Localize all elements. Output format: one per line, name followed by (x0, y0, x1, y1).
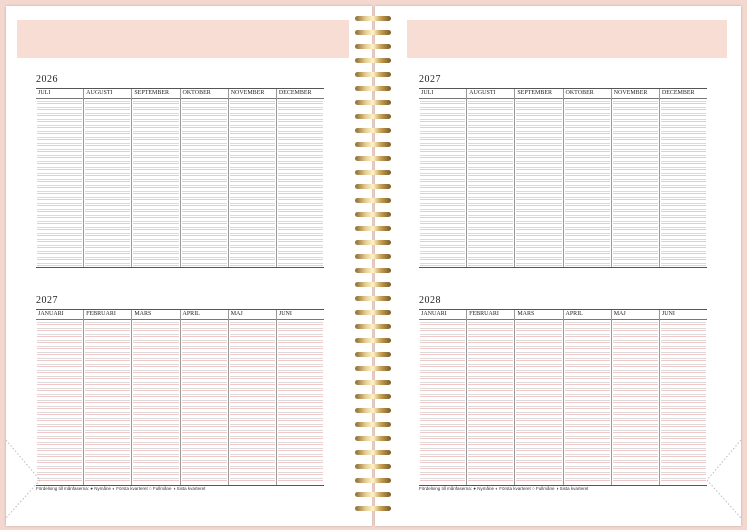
spiral-ring (355, 282, 391, 287)
month-column (229, 89, 277, 267)
spiral-ring (355, 212, 391, 217)
spiral-ring (355, 226, 391, 231)
month-name: APRIL (564, 310, 611, 320)
month-column (467, 310, 515, 485)
spiral-ring (355, 240, 391, 245)
month-column (277, 310, 324, 485)
spiral-ring (355, 436, 391, 441)
spiral-ring (355, 296, 391, 301)
month-column (419, 89, 467, 267)
month-column (277, 89, 324, 267)
left-top-year: 2026 (36, 74, 58, 85)
month-column (467, 89, 515, 267)
spiral-ring (355, 44, 391, 49)
month-name: NOVEMBER (612, 89, 659, 99)
month-name: SEPTEMBER (132, 89, 179, 99)
month-name: DECEMBER (660, 89, 707, 99)
spiral-ring (355, 16, 391, 21)
spiral-ring (355, 268, 391, 273)
spiral-ring (355, 324, 391, 329)
spiral-ring (355, 170, 391, 175)
spiral-ring (355, 380, 391, 385)
month-name: MARS (132, 310, 179, 320)
month-column (229, 310, 277, 485)
left-top-calendar (36, 88, 324, 268)
spiral-ring (355, 254, 391, 259)
right-top-year: 2027 (419, 74, 441, 85)
spiral-ring (355, 492, 391, 497)
spiral-ring (355, 128, 391, 133)
month-name: OKTOBER (564, 89, 611, 99)
right-bottom-year: 2028 (419, 295, 441, 306)
left-page (6, 6, 372, 526)
month-name: APRIL (181, 310, 228, 320)
spiral-ring (355, 100, 391, 105)
left-header-box (17, 20, 349, 58)
month-column (132, 89, 180, 267)
perforation-dots-right (701, 440, 741, 520)
month-column (564, 310, 612, 485)
spiral-ring (355, 72, 391, 77)
month-name: MARS (515, 310, 562, 320)
month-name: NOVEMBER (229, 89, 276, 99)
left-bottom-calendar (36, 309, 324, 486)
month-name: JUNI (660, 310, 707, 320)
moon-phase-legend: Fördelning till månfaserna: ● Nymåne ◐ Första kvarteret ○ Fullmåne ◑ Sista kvarteret (36, 486, 206, 491)
spiral-ring (355, 450, 391, 455)
spiral-ring (355, 394, 391, 399)
spiral-ring (355, 352, 391, 357)
month-column (181, 89, 229, 267)
spiral-ring (355, 58, 391, 63)
right-header-box (407, 20, 727, 58)
month-column (515, 89, 563, 267)
spiral-ring (355, 366, 391, 371)
month-column (36, 89, 84, 267)
month-name: JANUARI (36, 310, 83, 320)
month-column (181, 310, 229, 485)
month-column (515, 310, 563, 485)
spiral-ring (355, 114, 391, 119)
month-column (612, 89, 660, 267)
month-name: JUNI (277, 310, 324, 320)
month-name: AUGUSTI (84, 89, 131, 99)
month-name: DECEMBER (277, 89, 324, 99)
spiral-ring (355, 156, 391, 161)
spiral-ring (355, 86, 391, 91)
spiral-ring (355, 338, 391, 343)
spiral-ring (355, 198, 391, 203)
month-name: FEBRUARI (84, 310, 131, 320)
month-column (660, 310, 707, 485)
month-column (132, 310, 180, 485)
month-column (612, 310, 660, 485)
spiral-ring (355, 478, 391, 483)
spiral-ring (355, 464, 391, 469)
month-name: JANUARI (419, 310, 466, 320)
month-name: MAJ (229, 310, 276, 320)
month-name: SEPTEMBER (515, 89, 562, 99)
month-column (564, 89, 612, 267)
moon-phase-legend: Fördelning till månfaserna: ● Nymåne ◐ Första kvarteret ○ Fullmåne ◑ Sista kvarteret (419, 486, 589, 491)
month-name: MAJ (612, 310, 659, 320)
month-column (84, 310, 132, 485)
right-bottom-calendar (419, 309, 707, 486)
left-bottom-year: 2027 (36, 295, 58, 306)
spiral-ring (355, 506, 391, 511)
spiral-ring (355, 310, 391, 315)
spiral-ring (355, 422, 391, 427)
month-name: FEBRUARI (467, 310, 514, 320)
spiral-ring (355, 142, 391, 147)
month-name: JULI (419, 89, 466, 99)
spiral-binding (355, 6, 391, 526)
right-page (375, 6, 741, 526)
right-top-calendar (419, 88, 707, 268)
month-name: AUGUSTI (467, 89, 514, 99)
month-column (419, 310, 467, 485)
month-name: OKTOBER (181, 89, 228, 99)
spiral-ring (355, 184, 391, 189)
month-column (660, 89, 707, 267)
month-name: JULI (36, 89, 83, 99)
spiral-ring (355, 30, 391, 35)
month-column (84, 89, 132, 267)
perforation-dots-left (6, 440, 46, 520)
spiral-ring (355, 408, 391, 413)
